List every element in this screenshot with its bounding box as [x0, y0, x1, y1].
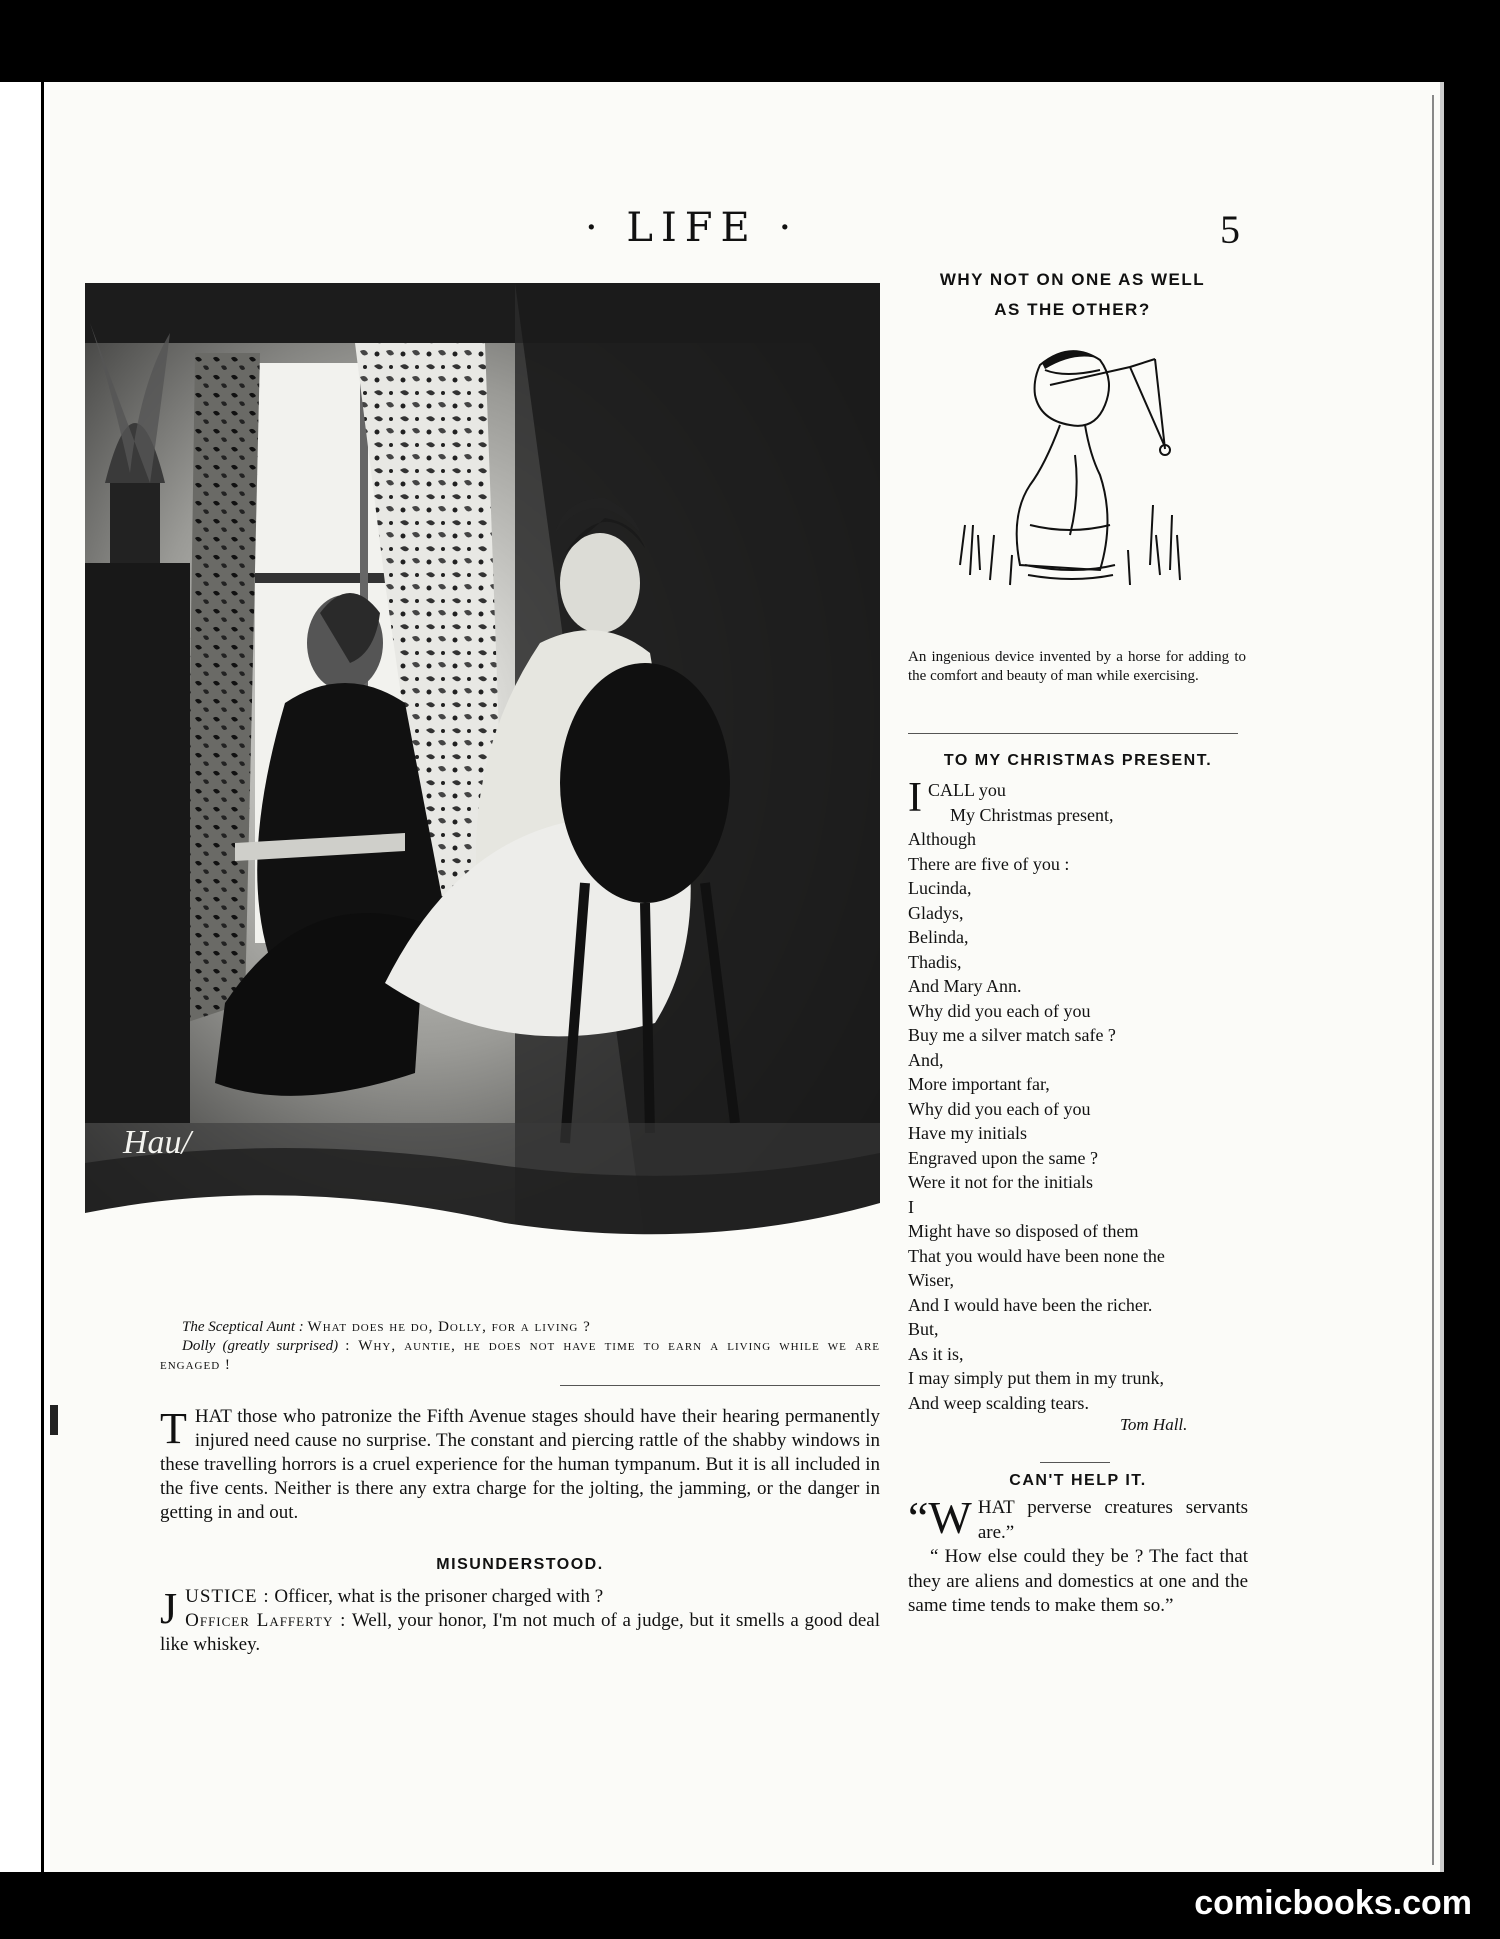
poem-line: Engraved upon the same ?: [908, 1147, 1098, 1168]
open-quote: “: [908, 1492, 929, 1543]
cant-help-para1: HAT perverse creatures servants are.”: [977, 1497, 1248, 1543]
christmas-poem-heading: TO MY CHRISTMAS PRESENT.: [943, 752, 1213, 769]
drop-cap: [908, 1492, 972, 1543]
officer-label: Officer Lafferty :: [185, 1610, 347, 1631]
poem-line: CALL you: [928, 780, 1006, 800]
why-not-heading-line2: AS THE OTHER?: [994, 300, 1151, 319]
poem-line: Although: [908, 829, 977, 849]
binding-mark: [50, 1405, 58, 1435]
poem-line: And Mary Ann.: [908, 976, 1022, 996]
cant-help-it-article: [908, 1492, 1248, 1619]
page-stack-edge: [1432, 95, 1434, 1865]
poem-line: More important far,: [908, 1074, 1050, 1094]
drop-cap: J: [160, 1584, 178, 1633]
caption-speaker-aunt: The Sceptical Aunt :: [182, 1319, 304, 1335]
article-body: HAT those who patronize the Fifth Avenue stages should have their hearing permanently injured need cause no surprise. The constant and piercing rattle of the shabby windows in these travelling horrors is a cruel experience for the human tympanum. But it is all included in the five cents. Neither is there any extra charge for the jolting, the jamming, or the danger in getting in and out.: [160, 1406, 880, 1523]
christmas-poem: [908, 775, 1248, 1415]
poem-line: But,: [908, 1319, 939, 1339]
caption-speaker-dolly: Dolly: [182, 1338, 216, 1354]
poem-line: And weep scalding tears.: [908, 1392, 1089, 1413]
poem-line: Have my initials: [908, 1123, 1027, 1143]
drop-cap-letter: W: [928, 1492, 972, 1543]
man-with-bridle-drawing: [950, 335, 1200, 625]
page-number: 5: [1220, 207, 1240, 252]
poem-line: Might have so disposed of them: [908, 1221, 1139, 1241]
poem-line: Were it not for the initials: [908, 1172, 1094, 1192]
poem-line: Lucinda,: [908, 878, 972, 898]
poem-line: Belinda,: [908, 927, 969, 947]
poem-line: Wiser,: [908, 1270, 955, 1290]
poem-line: There are five of you :: [908, 853, 1070, 874]
poem-line: Buy me a silver match safe ?: [908, 1025, 1116, 1045]
misunderstood-article: [160, 1585, 880, 1657]
why-not-heading: [905, 265, 1240, 325]
site-watermark: comicbooks.com: [1194, 1884, 1472, 1922]
poem-line: I may simply put them in my trunk,: [908, 1368, 1164, 1388]
poem-line: Why did you each of you: [908, 1000, 1091, 1021]
why-not-caption: An ingenious device invented by a horse for adding to the comfort and beauty of man while exercising.: [908, 649, 1246, 684]
drop-cap: T: [160, 1404, 187, 1453]
poem-line: My Christmas present,: [950, 804, 1114, 825]
illustration-women-at-window: [85, 283, 880, 1243]
cant-help-para2: “ How else could they be ? The fact that they are aliens and domestics at one and the same time tends to make them so.”: [908, 1546, 1248, 1616]
artist-signature: Hau/: [123, 1124, 191, 1161]
poem-line: And I would have been the richer.: [908, 1294, 1153, 1315]
poem-line: That you would have been none the: [908, 1245, 1165, 1266]
fifth-avenue-article: [160, 1405, 880, 1525]
caption-aunt-line: What does he do, Dolly, for a living ?: [307, 1319, 591, 1335]
page-right-edge: [1440, 82, 1444, 1872]
poem-line: Why did you each of you: [908, 1098, 1091, 1119]
poem-author: Tom Hall.: [1120, 1415, 1188, 1434]
divider-rule: [908, 733, 1238, 734]
poem-line: As it is,: [908, 1343, 964, 1364]
poem-line: Gladys,: [908, 902, 964, 923]
previous-page-edge: [0, 82, 50, 1872]
masthead-title: · LIFE ·: [585, 205, 800, 251]
justice-text: Officer, what is the prisoner charged with ?: [274, 1586, 604, 1607]
caption-dolly-line: : Why, auntie, he does not have time to earn a living while we are engaged !: [160, 1338, 881, 1373]
divider-rule: [1040, 1462, 1110, 1463]
poem-line: I: [908, 1196, 914, 1217]
divider-rule: [560, 1385, 880, 1386]
illustration-caption: [160, 1318, 880, 1375]
poem-drop-cap: I: [908, 775, 922, 821]
officer-text: Well, your honor, I'm not much of a judge, but it smells a good deal like whiskey.: [160, 1610, 880, 1655]
poem-line: Thadis,: [908, 951, 962, 972]
poem-line: And,: [908, 1049, 944, 1070]
justice-label: USTICE :: [185, 1586, 270, 1607]
caption-stage-direction: (greatly surprised): [222, 1338, 339, 1354]
misunderstood-heading: MISUNDERSTOOD.: [436, 1556, 604, 1573]
cant-help-it-heading: CAN'T HELP IT.: [1009, 1472, 1147, 1489]
why-not-heading-line1: WHY NOT ON ONE AS WELL: [939, 270, 1206, 289]
